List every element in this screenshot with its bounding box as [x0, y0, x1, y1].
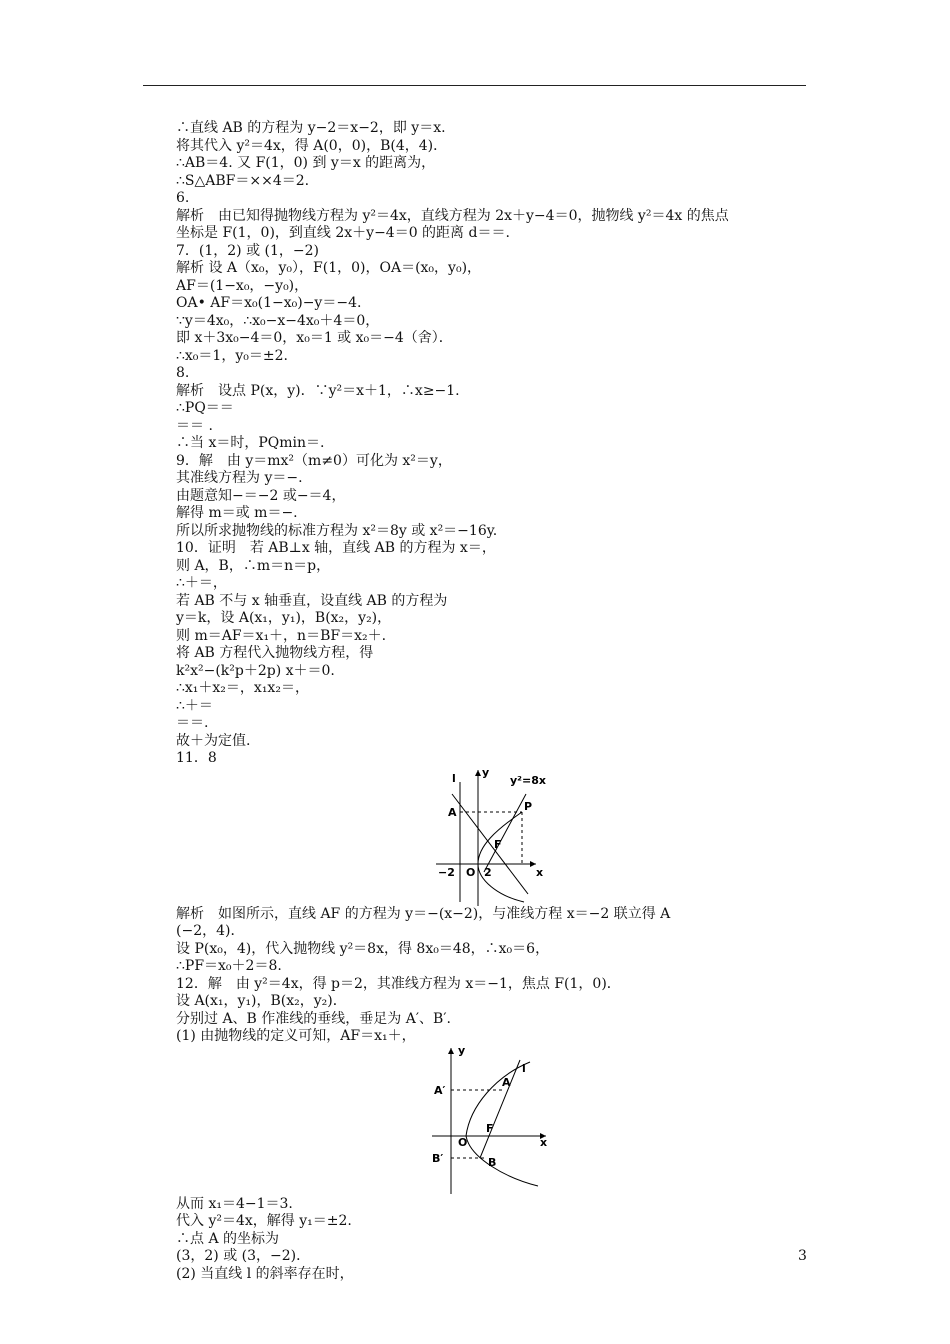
- text-line: ∴AB＝4. 又 F(1，0) 到 y＝x 的距离为，: [176, 155, 436, 171]
- text-line: ∴PQ＝＝: [176, 400, 234, 416]
- text-line: ∴直线 AB 的方程为 y−2＝x−2，即 y＝x.: [176, 120, 446, 136]
- text-line: OA• AF＝x₀(1−x₀)−y＝−4.: [176, 295, 362, 311]
- text-line: ∴x₀＝1，y₀＝±2.: [176, 347, 288, 364]
- text-line: ∴S△ABF＝××4＝2.: [176, 172, 310, 189]
- text-line: 将其代入 y²＝4x，得 A(0，0)，B(4，4)．: [176, 137, 448, 154]
- text-line: 9．解 由 y＝mx²（m≠0）可化为 x²＝y，: [176, 452, 452, 469]
- point-f-label: F: [494, 837, 502, 851]
- figure-parabola-y2-8x: [176, 768, 816, 906]
- text-line: ∴当 x＝时，PQmin＝.: [176, 435, 325, 451]
- text-line: ∴＋＝: [176, 697, 213, 714]
- text-line: 设 A(x₁，y₁)，B(x₂，y₂)．: [176, 993, 347, 1009]
- text-line: 分别过 A、B 作准线的垂线，垂足为 A′、B′.: [176, 1010, 451, 1027]
- tick-neg2-label: −2: [438, 865, 455, 879]
- text-line: 故＋为定值.: [176, 732, 251, 749]
- text-line: 6.: [176, 190, 190, 206]
- text-line: 若 AB 不与 x 轴垂直，设直线 AB 的方程为: [176, 592, 448, 609]
- text-line: 解析 如图所示，直线 AF 的方程为 y＝−(x−2)，与准线方程 x＝−2 联立得 A: [176, 905, 671, 922]
- text-line: 12．解 由 y²＝4x，得 p＝2，其准线方程为 x＝−1，焦点 F(1，0)．: [176, 975, 621, 992]
- text-line: ∴＋＝，: [176, 575, 227, 591]
- x-axis-label: x: [540, 1135, 548, 1149]
- text-line: AF＝(1−x₀，−y₀)，: [176, 277, 309, 294]
- text-line: 从而 x₁＝4−1＝3.: [176, 1195, 293, 1212]
- text-line: ＝＝ .: [176, 417, 213, 434]
- line-l-label: l: [452, 771, 456, 785]
- text-line: 解得 m＝或 m＝−.: [176, 505, 298, 521]
- point-p-label: P: [524, 799, 533, 813]
- point-b-label: B: [488, 1155, 497, 1169]
- text-line: 代入 y²＝4x，解得 y₁＝±2.: [176, 1213, 352, 1229]
- origin-label: O: [458, 1135, 468, 1149]
- text-line: 8.: [176, 365, 190, 381]
- figure-1-svg: [176, 768, 816, 906]
- text-line: 坐标是 F(1，0)，到直线 2x＋y−4＝0 的距离 d＝＝.: [176, 225, 510, 241]
- text-line: ∴PF＝x₀＋2＝8.: [176, 958, 282, 974]
- text-line: (3，2) 或 (3，−2)．: [176, 1248, 311, 1264]
- point-a-prime-label: A′: [434, 1083, 446, 1097]
- text-line: 即 x＋3x₀−4＝0，x₀＝1 或 x₀＝−4（舍）．: [176, 330, 453, 346]
- text-line: ∵y＝4x₀，∴x₀−x−4x₀＋4＝0，: [176, 312, 380, 329]
- curve-label: y²=8x: [510, 773, 546, 787]
- text-line: ＝＝.: [176, 715, 209, 731]
- document-body: [176, 120, 816, 1283]
- solution-block-a: [176, 120, 816, 768]
- text-line: (−2，4)．: [176, 923, 245, 939]
- text-line: 解析 设点 P(x，y)．∵y²＝x＋1，∴x≥−1.: [176, 382, 460, 399]
- page-number: 3: [798, 1248, 807, 1264]
- solution-block-c: [176, 1196, 816, 1284]
- origin-label: O: [466, 865, 476, 879]
- x-axis-label: x: [536, 865, 544, 879]
- figure-parabola-y2-4x: [176, 1046, 816, 1196]
- text-line: (2) 当直线 l 的斜率存在时，: [176, 1265, 354, 1282]
- solution-block-b: [176, 906, 816, 1046]
- point-f-label: F: [486, 1121, 494, 1135]
- text-line: 设 P(x₀，4)，代入抛物线 y²＝8x，得 8x₀＝48，∴x₀＝6，: [176, 940, 550, 957]
- text-line: 则 m＝AF＝x₁＋，n＝BF＝x₂＋.: [176, 627, 387, 644]
- text-line: y＝k，设 A(x₁，y₁)，B(x₂，y₂)，: [176, 610, 392, 626]
- text-line: 11．8: [176, 750, 217, 766]
- text-line: 7．(1，2) 或 (1，−2): [176, 242, 320, 259]
- text-line: ∴x₁＋x₂＝，x₁x₂＝，: [176, 680, 309, 696]
- text-line: k²x²−(k²p＋2p) x＋＝0.: [176, 662, 335, 679]
- text-line: 其准线方程为 y＝−.: [176, 470, 303, 486]
- text-line: 10．证明 若 AB⊥x 轴，直线 AB 的方程为 x＝，: [176, 540, 496, 556]
- text-line: 则 A，B，∴m＝n＝p，: [176, 557, 331, 574]
- point-b-prime-label: B′: [432, 1151, 444, 1165]
- text-line: 由题意知−＝−2 或−＝4，: [176, 487, 346, 504]
- header-rule: [143, 85, 806, 86]
- line-l-label: l: [522, 1061, 526, 1075]
- text-line: ∴点 A 的坐标为: [176, 1230, 280, 1247]
- text-line: 解析 设 A（x₀，y₀），F(1，0)，OA＝(x₀，y₀)，: [176, 260, 482, 276]
- text-line: 所以所求抛物线的标准方程为 x²＝8y 或 x²＝−16y.: [176, 522, 498, 539]
- point-a-label: A: [448, 805, 457, 819]
- tick-2-label: 2: [484, 865, 492, 879]
- text-line: (1) 由抛物线的定义可知，AF＝x₁＋，: [176, 1028, 416, 1044]
- point-a-label: A: [502, 1075, 511, 1089]
- text-line: 将 AB 方程代入抛物线方程，得: [176, 645, 374, 661]
- y-axis-label: y: [458, 1045, 466, 1057]
- text-line: 解析 由已知得抛物线方程为 y²＝4x，直线方程为 2x＋y−4＝0，抛物线 y²＝4x 的焦点: [176, 207, 729, 224]
- y-axis-label: y: [482, 767, 490, 779]
- figure-2-svg: [176, 1046, 816, 1196]
